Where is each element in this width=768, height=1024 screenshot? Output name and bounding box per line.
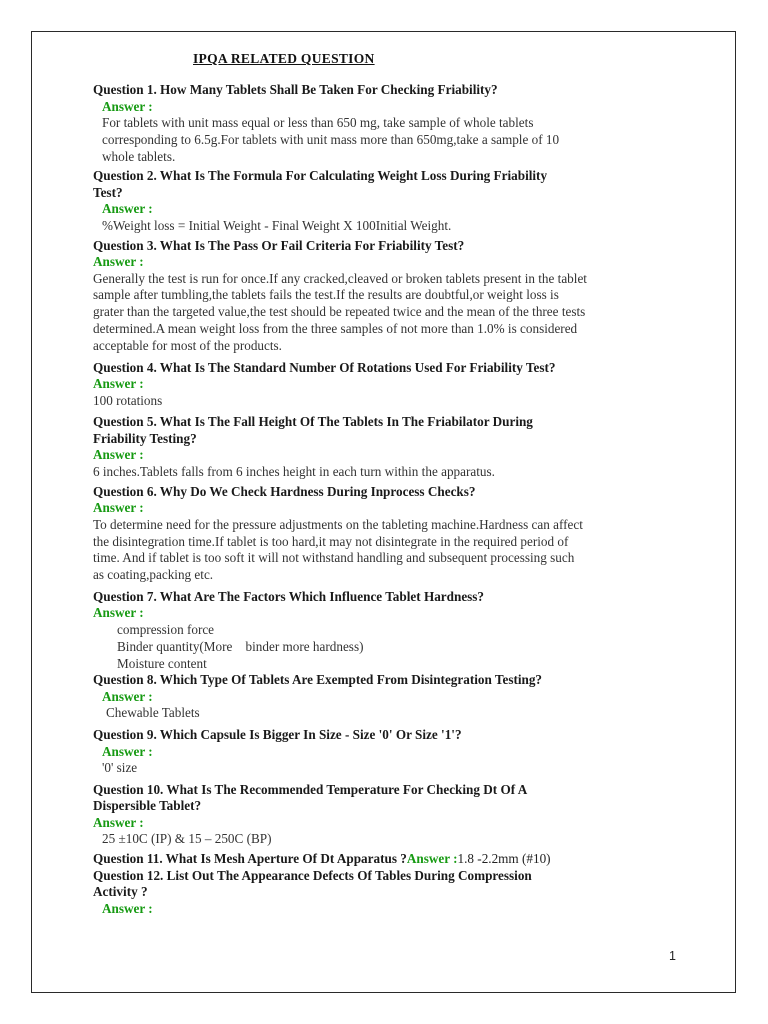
answer-label-10: Answer :: [93, 814, 144, 830]
answer-1-line-3: whole tablets.: [102, 148, 176, 164]
answer-label-11: Answer :: [406, 851, 458, 867]
question-3: Question 3. What Is The Pass Or Fail Criteria For Friability Test?: [93, 237, 465, 253]
question-9: Question 9. Which Capsule Is Bigger In Size - Size '0' Or Size '1'?: [93, 727, 462, 743]
question-10-line-1: Question 10. What Is The Recommended Temperature For Checking Dt Of A: [93, 781, 528, 797]
question-2-line-2: Test?: [93, 184, 123, 200]
question-12-line-1: Question 12. List Out The Appearance Defects Of Tables During Compression: [93, 867, 532, 883]
question-6: Question 6. Why Do We Check Hardness During Inprocess Checks?: [93, 483, 476, 499]
answer-2: %Weight loss = Initial Weight - Final Weight X 100Initial Weight.: [102, 217, 452, 233]
question-5-line-1: Question 5. What Is The Fall Height Of The Tablets In The Friabilator During: [93, 414, 533, 430]
answer-3-line-2: sample after tumbling,the tablets fails the test.If the results are doubtful,or weight loss is: [93, 287, 559, 303]
answer-3-line-4: determined.A mean weight loss from the three samples of not more than 1.0% is considered: [93, 321, 578, 337]
document-title: IPQA RELATED QUESTION: [193, 51, 375, 66]
answer-7-line-2: Binder quantity(More binder more hardness): [117, 638, 364, 654]
question-5-line-2: Friability Testing?: [93, 430, 197, 446]
question-4: Question 4. What Is The Standard Number Of Rotations Used For Friability Test?: [93, 359, 556, 375]
answer-6-line-4: as coating,packing etc.: [93, 567, 214, 583]
answer-7-line-1: compression force: [117, 621, 215, 637]
answer-3-line-3: grater than the targeted value,the test should be repeated twice and the mean of the three tests: [93, 304, 586, 320]
question-12-line-2: Activity ?: [93, 884, 148, 900]
answer-label-1: Answer :: [102, 98, 153, 114]
answer-6-line-1: To determine need for the pressure adjustments on the tableting machine.Hardness can affect: [93, 516, 583, 532]
answer-6-line-2: the disintegration time.If tablet is too hard,it may not disintegrate in the required period of: [93, 533, 569, 549]
answer-9: '0' size: [102, 760, 138, 776]
answer-label-3: Answer :: [93, 254, 144, 270]
answer-label-4: Answer :: [93, 376, 144, 392]
answer-6-line-3: time. And if tablet is too soft it will not withstand handling and subsequent processing such: [93, 550, 575, 566]
question-7: Question 7. What Are The Factors Which Influence Tablet Hardness?: [93, 588, 485, 604]
question-10-line-2: Dispersible Tablet?: [93, 798, 202, 814]
question-11: [93, 851, 693, 868]
answer-label-12: Answer :: [102, 900, 153, 916]
answer-11: 1.8 -2.2mm (#10): [457, 851, 551, 867]
question-1: Question 1. How Many Tablets Shall Be Taken For Checking Friability?: [93, 82, 498, 97]
answer-4: 100 rotations: [93, 392, 163, 408]
question-2-line-1: Question 2. What Is The Formula For Calculating Weight Loss During Friability: [93, 168, 548, 184]
answer-label-9: Answer :: [102, 743, 153, 759]
answer-5: 6 inches.Tablets falls from 6 inches height in each turn within the apparatus.: [93, 463, 495, 479]
answer-label-8: Answer :: [102, 688, 153, 704]
page-number: 1: [669, 949, 676, 963]
document-body: [93, 82, 693, 917]
answer-label-7: Answer :: [93, 605, 144, 621]
answer-label-2: Answer :: [102, 201, 153, 217]
answer-3-line-1: Generally the test is run for once.If any cracked,cleaved or broken tablets present in the tablet: [93, 270, 587, 286]
question-11-text: Question 11. What Is Mesh Aperture Of Dt Apparatus ?: [93, 851, 407, 867]
answer-10: 25 ±10C (IP) & 15 – 250C (BP): [102, 831, 272, 847]
answer-8: Chewable Tablets: [106, 705, 200, 721]
answer-7-line-3: Moisture content: [117, 655, 207, 671]
answer-1-line-2: corresponding to 6.5g.For tablets with unit mass more than 650mg,take a sample of 10: [102, 131, 560, 147]
question-8: Question 8. Which Type Of Tablets Are Exempted From Disintegration Testing?: [93, 672, 543, 688]
answer-label-5: Answer :: [93, 447, 144, 463]
answer-1-line-1: For tablets with unit mass equal or less than 650 mg, take sample of whole tablets: [102, 115, 534, 130]
answer-label-6: Answer :: [93, 500, 144, 516]
answer-3-line-5: acceptable for most of the products.: [93, 337, 282, 353]
